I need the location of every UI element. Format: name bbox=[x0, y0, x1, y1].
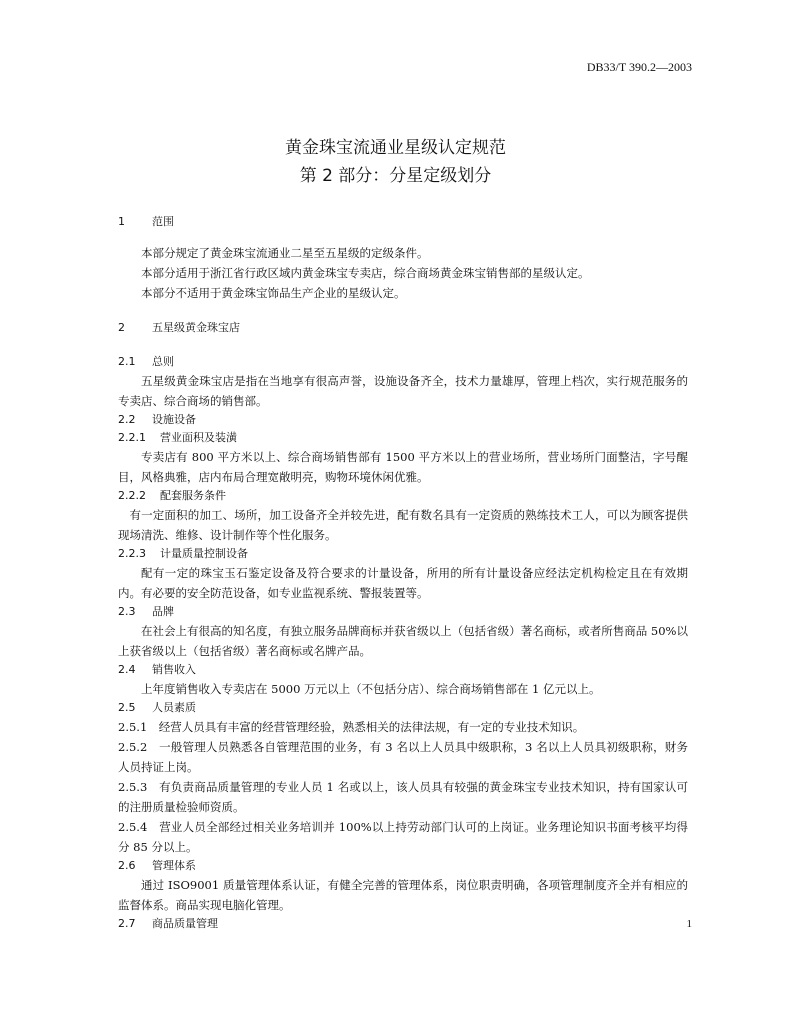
paragraph: 有一定面积的加工、场所，加工设备齐全并较先进，配有数名具有一定资质的熟练技术工人，可以为顾客提供现场清洗、维修、设计制作等个性化服务。 bbox=[118, 508, 688, 542]
section-heading-2-5: 2.5 人员素质 bbox=[118, 701, 196, 714]
paragraph: 配有一定的珠宝玉石鉴定设备及符合要求的计量设备，所用的所有计量设备应经法定机构检定且在有效期内。有必要的安全防范设备，如专业监视系统、警报装置等。 bbox=[118, 566, 688, 600]
section-heading-2: 2 五星级黄金珠宝店 bbox=[118, 321, 240, 334]
paragraph: 本部分规定了黄金珠宝流通业二星至五星级的定级条件。 bbox=[141, 246, 429, 260]
section-heading-2-6: 2.6 管理体系 bbox=[118, 859, 196, 872]
clause-2-5-2: 2.5.2 一般管理人员熟悉各自管理范围的业务，有 3 名以上人员具中级职称，3 名以上人员具初级职称，财务人员持证上岗。 bbox=[118, 740, 688, 774]
paragraph: 专卖店有 800 平方米以上、综合商场销售部有 1500 平方米以上的营业场所，营业场所门面整洁，字号醒目，风格典雅，店内布局合理宽敞明亮，购物环境休闲优雅。 bbox=[118, 450, 688, 484]
paragraph: 在社会上有很高的知名度，有独立服务品牌商标并获省级以上（包括省级）著名商标，或者所售商品 50%以上获省级以上（包括省级）著名商标或名牌产品。 bbox=[118, 624, 688, 658]
page-number: 1 bbox=[686, 918, 692, 930]
section-heading-2-2-3: 2.2.3 计量质量控制设备 bbox=[118, 547, 248, 560]
paragraph: 通过 ISO9001 质量管理体系认证，有健全完善的管理体系，岗位职责明确，各项管理制度齐全并有相应的监督体系。商品实现电脑化管理。 bbox=[118, 878, 688, 912]
section-heading-2-2-2: 2.2.2 配套服务条件 bbox=[118, 489, 226, 502]
document-title: 黄金珠宝流通业星级认定规范 bbox=[285, 138, 506, 158]
document-body bbox=[118, 213, 688, 933]
paragraph: 五星级黄金珠宝店是指在当地享有很高声誉，设施设备齐全，技术力量雄厚，管理上档次，实行规范服务的专卖店、综合商场的销售部。 bbox=[118, 374, 688, 408]
section-heading-1: 1 范围 bbox=[118, 215, 174, 228]
paragraph: 本部分不适用于黄金珠宝饰品生产企业的星级认定。 bbox=[141, 286, 406, 300]
paragraph: 本部分适用于浙江省行政区域内黄金珠宝专卖店，综合商场黄金珠宝销售部的星级认定。 bbox=[141, 266, 590, 280]
clause-2-5-4: 2.5.4 营业人员全部经过相关业务培训并 100%以上持劳动部门认可的上岗证。业务理论知识书面考核平均得分 85 分以上。 bbox=[118, 820, 689, 854]
clause-2-5-3: 2.5.3 有负责商品质量管理的专业人员 1 名或以上，该人员具有较强的黄金珠宝专业技术知识，持有国家认可的注册质量检验师资质。 bbox=[118, 780, 689, 814]
section-heading-2-4: 2.4 销售收入 bbox=[118, 663, 196, 676]
document-code: DB33/T 390.2—2003 bbox=[586, 60, 692, 74]
section-heading-2-3: 2.3 品牌 bbox=[118, 605, 174, 618]
section-heading-2-1: 2.1 总则 bbox=[118, 355, 174, 368]
document-subtitle: 第 2 部分：分星定级划分 bbox=[299, 166, 492, 186]
clause-2-5-1: 2.5.1 经营人员具有丰富的经营管理经验，熟悉相关的法律法规，有一定的专业技术知识。 bbox=[118, 720, 585, 734]
paragraph: 上年度销售收入专卖店在 5000 万元以上（不包括分店）、综合商场销售部在 1 亿元以上。 bbox=[141, 682, 601, 696]
section-heading-2-2: 2.2 设施设备 bbox=[118, 413, 196, 426]
section-heading-2-2-1: 2.2.1 营业面积及装潢 bbox=[118, 431, 237, 444]
section-heading-2-7: 2.7 商品质量管理 bbox=[118, 917, 218, 930]
